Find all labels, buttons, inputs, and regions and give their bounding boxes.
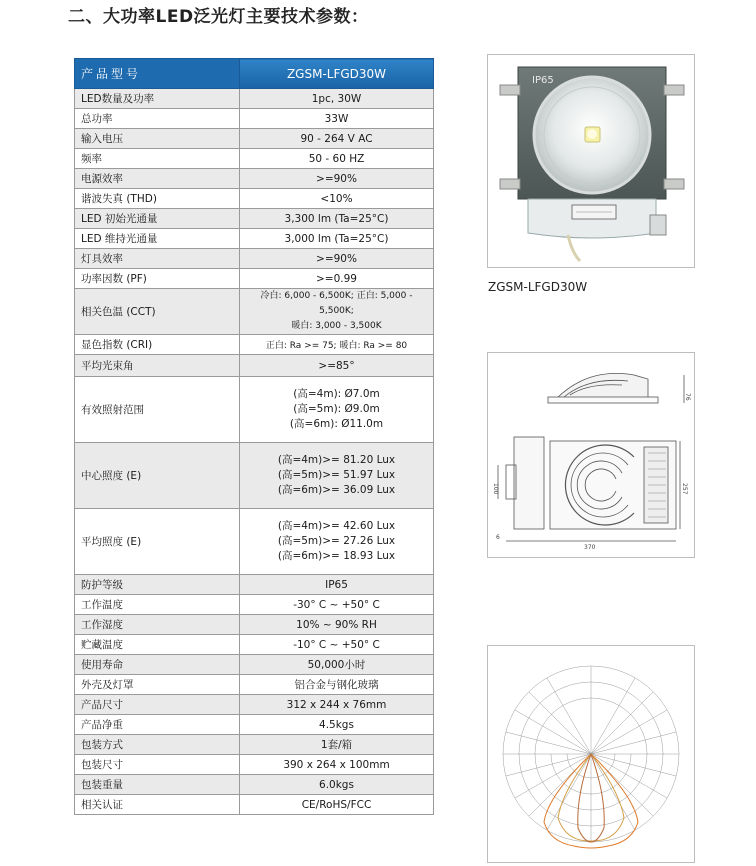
spec-value: <10% [240,189,434,209]
spec-value-line: 暖白: 3,000 - 3,500K [291,321,382,331]
table-row [75,675,434,695]
spec-value [240,289,434,335]
spec-label: 中心照度 (E) [75,443,240,509]
spec-value: 铝合金与钢化玻璃 [240,675,434,695]
spec-label: 总功率 [75,109,240,129]
spec-value [240,377,434,443]
spec-value: -30° C ~ +50° C [240,595,434,615]
spec-label: 功率因数 (PF) [75,269,240,289]
spec-value: 50 - 60 HZ [240,149,434,169]
spec-value-line: (高=4m)>= 81.20 Lux [277,454,396,466]
spec-label: 平均照度 (E) [75,509,240,575]
page-heading: 二、大功率LED泛光灯主要技术参数： [68,7,369,27]
dim-bottom: 370 [584,544,596,551]
spec-value-line: (高=6m)>= 36.09 Lux [277,484,396,496]
table-row [75,335,434,355]
technical-drawing [488,353,694,557]
spec-label: 显色指数 (CRI) [75,335,240,355]
table-header-row [75,59,434,89]
ip-label: IP65 [532,75,554,86]
spec-value-line: (高=6m): Ø11.0m [289,418,384,430]
product-photo [487,54,695,268]
light-distribution-chart [487,645,695,863]
spec-label: 有效照射范围 [75,377,240,443]
product-caption: ZGSM-LFGD30W [488,280,588,294]
spec-value-line: (高=6m)>= 18.93 Lux [277,550,396,562]
spec-label: 包装重量 [75,775,240,795]
spec-value: >=90% [240,169,434,189]
table-row [75,735,434,755]
table-row [75,615,434,635]
polar-diagram [488,646,694,862]
dim-small: 6 [496,534,500,541]
header-label: 产品型号 [75,59,240,89]
spec-value: CE/RoHS/FCC [240,795,434,815]
spec-value: 3,300 lm (Ta=25°C) [240,209,434,229]
spec-label: LED数量及功率 [75,89,240,109]
spec-label: 相关色温 (CCT) [75,289,240,335]
spec-value: >=85° [240,355,434,377]
spec-value: 4.5kgs [240,715,434,735]
spec-value: 3,000 lm (Ta=25°C) [240,229,434,249]
spec-label: 产品净重 [75,715,240,735]
table-row [75,575,434,595]
dim-side: 257 [681,483,688,495]
spec-label: 工作温度 [75,595,240,615]
table-row [75,189,434,209]
spec-value: 1pc, 30W [240,89,434,109]
table-row [75,635,434,655]
spec-label: LED 初始光通量 [75,209,240,229]
spec-value-line: 冷白: 6,000 - 6,500K; 正白: 5,000 - 5,500K; [260,291,413,316]
spec-value: 正白: Ra >= 75; 暖白: Ra >= 80 [240,335,434,355]
table-row [75,755,434,775]
spec-value: 312 x 244 x 76mm [240,695,434,715]
dim-left: 100 [492,483,499,495]
table-row [75,595,434,615]
spec-value-line: (高=4m)>= 42.60 Lux [277,520,396,532]
table-row [75,149,434,169]
spec-value [240,443,434,509]
floodlight-illustration [488,55,694,267]
table-row [75,775,434,795]
spec-value [240,509,434,575]
spec-value: 10% ~ 90% RH [240,615,434,635]
table-row [75,795,434,815]
table-row [75,443,434,509]
spec-value: IP65 [240,575,434,595]
spec-value: 390 x 264 x 100mm [240,755,434,775]
spec-label: 输入电压 [75,129,240,149]
table-row [75,715,434,735]
table-row [75,355,434,377]
spec-label: 相关认证 [75,795,240,815]
table-row [75,169,434,189]
spec-label: 包装尺寸 [75,755,240,775]
spec-label: 灯具效率 [75,249,240,269]
spec-label: 频率 [75,149,240,169]
spec-value-line: (高=5m): Ø9.0m [293,403,380,415]
spec-value: -10° C ~ +50° C [240,635,434,655]
spec-label: 使用寿命 [75,655,240,675]
spec-value-line: (高=4m): Ø7.0m [293,388,380,400]
table-row [75,109,434,129]
spec-label: 工作湿度 [75,615,240,635]
spec-label: 贮藏温度 [75,635,240,655]
table-row [75,655,434,675]
table-row [75,229,434,249]
spec-label: 平均光束角 [75,355,240,377]
table-row [75,209,434,229]
table-row [75,89,434,109]
spec-label: 电源效率 [75,169,240,189]
spec-value: >=0.99 [240,269,434,289]
spec-value-line: (高=5m)>= 51.97 Lux [277,469,396,481]
spec-table [74,58,434,815]
spec-label: 包装方式 [75,735,240,755]
spec-value-line: (高=5m)>= 27.26 Lux [277,535,396,547]
table-row [75,509,434,575]
spec-value: 1套/箱 [240,735,434,755]
spec-value: 6.0kgs [240,775,434,795]
spec-label: 谐波失真 (THD) [75,189,240,209]
table-row [75,129,434,149]
dimension-drawing [487,352,695,558]
spec-label: 外壳及灯罩 [75,675,240,695]
spec-label: 防护等级 [75,575,240,595]
table-row [75,377,434,443]
dim-top: 76 [684,393,691,401]
spec-value: 33W [240,109,434,129]
table-row [75,695,434,715]
spec-value: >=90% [240,249,434,269]
header-model: ZGSM-LFGD30W [240,59,434,89]
table-row [75,289,434,335]
spec-value: 90 - 264 V AC [240,129,434,149]
spec-label: LED 维持光通量 [75,229,240,249]
table-row [75,269,434,289]
spec-label: 产品尺寸 [75,695,240,715]
spec-value: 50,000小时 [240,655,434,675]
table-row [75,249,434,269]
